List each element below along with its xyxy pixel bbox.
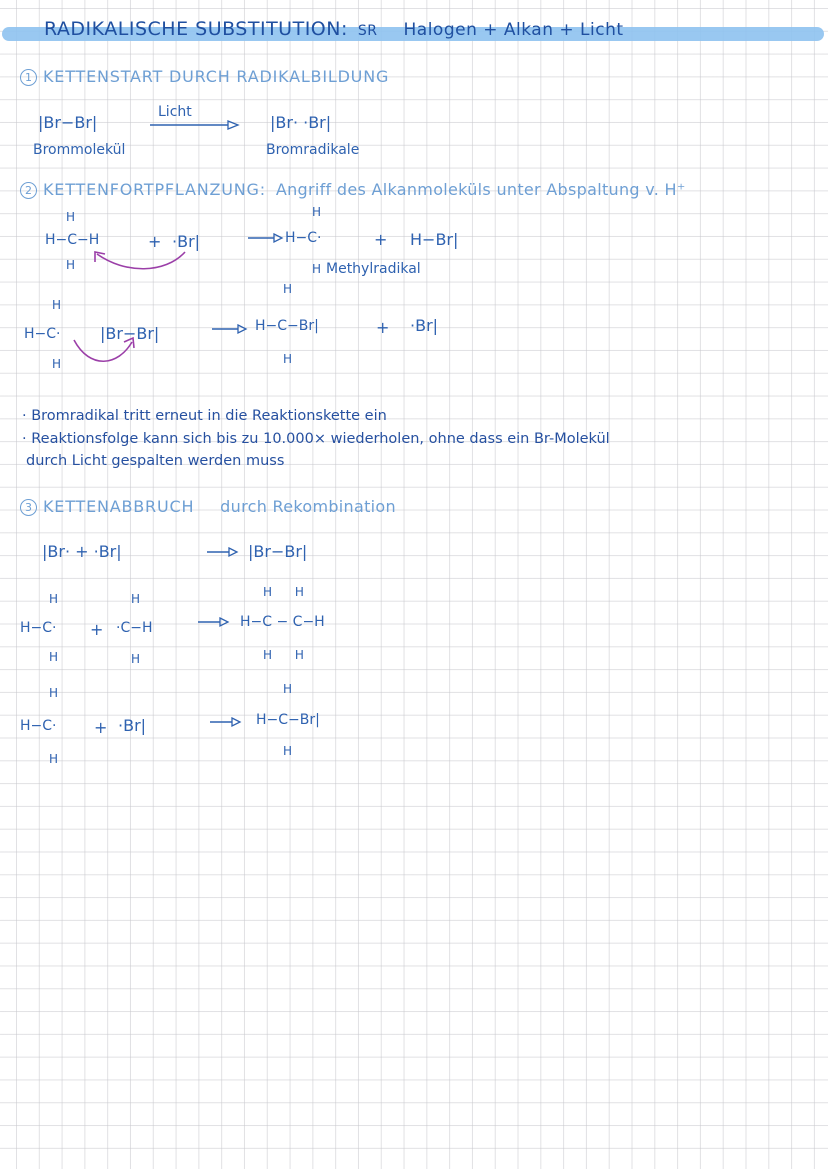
bromradicals-formula: |Br· + ·Br|	[42, 542, 122, 561]
section1-number: 1	[20, 69, 37, 86]
brommethane-formula: H−C−Br|	[256, 712, 320, 728]
brommethane-formula: H−C−Br|	[255, 318, 319, 334]
bromradical-formula: ·Br|	[118, 716, 147, 735]
atom-h: H	[66, 258, 76, 272]
atom-h-row: H H	[263, 585, 304, 599]
brommolekul-formula: |Br−Br|	[248, 542, 308, 561]
atom-h: H	[49, 592, 59, 606]
atom-h: H	[49, 650, 59, 664]
atom-h: H	[283, 282, 293, 296]
bromradical-formula: ·Br|	[172, 232, 201, 251]
bromradikale-label: Bromradikale	[266, 142, 360, 158]
reaction-arrow-icon	[150, 120, 240, 130]
atom-h: H	[131, 592, 141, 606]
atom-h: H	[49, 686, 59, 700]
plus-sign: +	[148, 232, 162, 251]
plus-sign: +	[94, 718, 108, 737]
plus-sign: +	[374, 230, 388, 249]
note-line-3: durch Licht gespalten werden muss	[26, 453, 285, 469]
section2-number: 2	[20, 182, 37, 199]
atom-h: H	[283, 682, 293, 696]
methylradical-formula: H−C·	[20, 620, 57, 636]
atom-h: H	[283, 744, 293, 758]
curved-arrow-icon	[85, 248, 195, 276]
reaction-arrow-icon	[207, 547, 239, 557]
atom-h: H	[52, 298, 62, 312]
section3-heading: 3 KETTENABBRUCH durch Rekombination	[20, 497, 396, 516]
reaction-arrow-icon	[198, 617, 230, 627]
ethane-formula: H−C − C−H	[240, 614, 325, 630]
reaction-arrow-icon	[248, 233, 284, 243]
methylradical-formula: H−C·	[20, 718, 57, 734]
atom-h: H	[312, 262, 322, 276]
section3-number: 3	[20, 499, 37, 516]
atom-h-row: H H	[263, 648, 304, 662]
hbr-formula: H−Br|	[410, 230, 459, 249]
atom-h: H	[52, 357, 62, 371]
reaction-arrow-icon	[212, 324, 248, 334]
section1-heading: 1 KETTENSTART DURCH RADIKALBILDUNG	[20, 67, 389, 86]
plus-sign: +	[376, 318, 390, 337]
atom-h: H	[131, 652, 141, 666]
brommolekul-formula: |Br−Br|	[100, 324, 160, 343]
bromradical-formula: ·Br|	[410, 316, 439, 335]
reaction-arrow-icon	[210, 717, 242, 727]
atom-h: H	[312, 205, 322, 219]
atom-h: H	[66, 210, 76, 224]
brommolekul-label: Brommolekül	[33, 142, 126, 158]
page-title	[44, 18, 624, 40]
note-line-2: · Reaktionsfolge kann sich bis zu 10.000× wiederholen, ohne dass ein Br-Molekül	[22, 431, 610, 447]
atom-h: H	[49, 752, 59, 766]
curved-arrow-icon	[70, 336, 140, 368]
section2-heading: 2 KETTENFORTPFLANZUNG: Angriff des Alkanmoleküls unter Abspaltung v. H⁺	[20, 180, 686, 199]
condition-licht: Licht	[158, 104, 192, 120]
methylradical-formula: ·C−H	[116, 620, 153, 636]
atom-h: H	[283, 352, 293, 366]
title-summary: Halogen + Alkan + Licht	[403, 20, 624, 40]
title-main: RADIKALISCHE SUBSTITUTION:	[44, 18, 348, 40]
note-line-1: · Bromradikal tritt erneut in die Reaktionskette ein	[22, 408, 387, 424]
methylradical-formula: H−C·	[285, 230, 322, 246]
brommolekul-formula: |Br−Br|	[38, 113, 98, 132]
methylradical-formula: H−C·	[24, 326, 61, 342]
methane-formula: H−C−H	[45, 232, 100, 248]
title-abbr: SR	[357, 23, 378, 39]
plus-sign: +	[90, 620, 104, 639]
bromradikale-formula: |Br· ·Br|	[270, 113, 332, 132]
methylradikal-label: Methylradikal	[326, 261, 421, 277]
